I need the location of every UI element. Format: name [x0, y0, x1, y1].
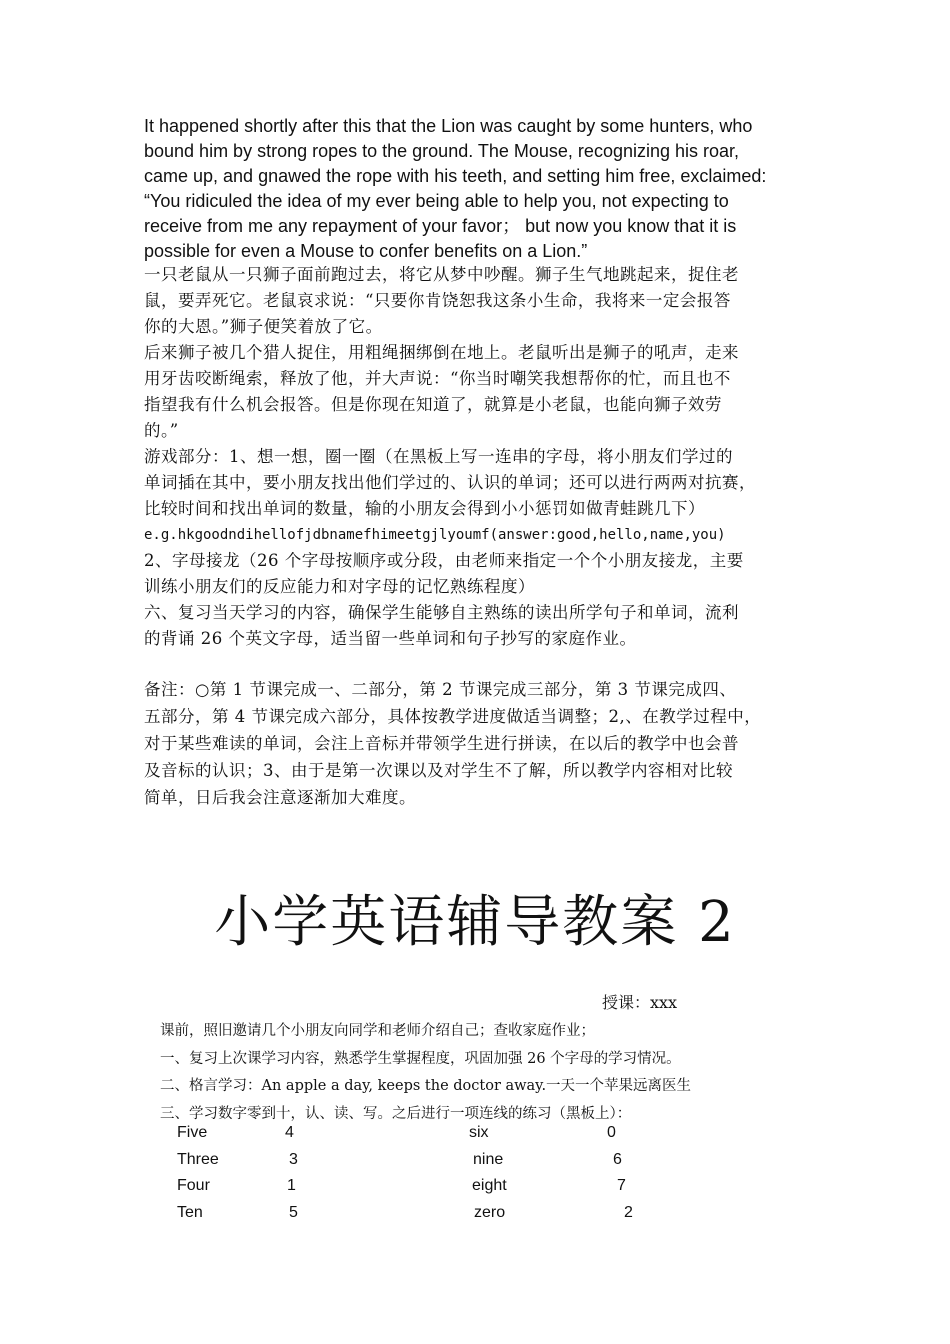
text-line: came up, and gnawed the rope with his teeth, and setting him free, exclaimed:	[144, 166, 767, 186]
table-cell: 2	[624, 1203, 633, 1221]
note-line: 简单，日后我会注意逐渐加大难度。	[144, 788, 416, 807]
notes-block	[144, 676, 824, 811]
table-cell: 4	[285, 1124, 294, 1141]
game-example: e.g.hkgoodndihellofjdbnamefhimeetgjlyoumf(answer:good,hello,name,you)	[144, 527, 726, 543]
chinese-story-block	[144, 262, 834, 652]
text-line: It happened shortly after this that the Lion was caught by some hunters, who	[144, 116, 753, 136]
text-line: bound him by strong ropes to the ground. The Mouse, recognizing his roar,	[144, 141, 740, 161]
teacher-line: 授课：xxx	[602, 993, 678, 1012]
text-line: 的。”	[144, 421, 179, 440]
table-row	[177, 1124, 677, 1151]
note-line: 对于某些难读的单词，会注上音标并带领学生进行拼读，在以后的教学中也会普	[144, 734, 739, 753]
text-line: 指望我有什么机会报答。但是你现在知道了，就算是小老鼠，也能向狮子效劳	[144, 395, 722, 414]
review-section-line: 的背诵 26 个英文字母，适当留一些单词和句子抄写的家庭作业。	[144, 629, 637, 648]
table-cell: Ten	[177, 1203, 203, 1221]
number-matching-table	[177, 1124, 677, 1230]
game-section-line: 游戏部分：1、想一想，圈一圈（在黑板上写一连串的字母，将小朋友们学过的	[144, 447, 733, 466]
lesson-line: 二、格言学习：An apple a day, keeps the doctor away.一天一个苹果远离医生	[160, 1078, 692, 1094]
text-line: “You ridiculed the idea of my ever being able to help you, not expecting to	[144, 191, 729, 211]
text-line: 你的大恩。”狮子便笑着放了它。	[144, 317, 383, 336]
game-section-line: 单词插在其中，要小朋友找出他们学过的、认识的单词；还可以进行两两对抗赛，	[144, 473, 756, 492]
table-cell: 1	[287, 1177, 296, 1194]
text-line: 一只老鼠从一只狮子面前跑过去，将它从梦中吵醒。狮子生气地跳起来，捉住老	[144, 265, 739, 284]
game-section-line: 2、字母接龙（26 个字母按顺序或分段，由老师来指定一个个小朋友接龙，主要	[144, 551, 744, 570]
lesson-line: 三、学习数字零到十，认、读、写。之后进行一项连线的练习（黑板上）：	[160, 1105, 632, 1122]
table-row	[177, 1177, 677, 1204]
table-cell: 3	[289, 1150, 298, 1168]
text-line: possible for even a Mouse to confer benefits on a Lion.”	[144, 241, 588, 261]
table-cell: 7	[617, 1177, 626, 1194]
text-line: 后来狮子被几个猎人捉住，用粗绳捆绑倒在地上。老鼠听出是狮子的吼声，走来	[144, 343, 739, 362]
review-section-line: 六、复习当天学习的内容，确保学生能够自主熟练的读出所学句子和单词，流利	[144, 603, 739, 622]
note-line: 及音标的认识；3、由于是第一次课以及对学生不了解，所以教学内容相对比较	[144, 761, 733, 780]
table-cell: six	[469, 1124, 489, 1141]
lesson-plan	[160, 1018, 820, 1128]
table-cell: Four	[177, 1177, 210, 1194]
table-cell: nine	[473, 1150, 504, 1168]
text-line: receive from me any repayment of your favor； but now you know that it is	[144, 216, 737, 236]
table-cell: zero	[474, 1203, 506, 1221]
document-title: 小学英语辅导教案 2	[214, 890, 736, 955]
english-story-paragraph	[144, 114, 824, 264]
table-cell: Five	[177, 1124, 208, 1141]
table-cell: Three	[177, 1150, 219, 1168]
text-line: 用牙齿咬断绳索，释放了他，并大声说：“你当时嘲笑我想帮你的忙，而且也不	[144, 369, 731, 388]
table-row	[177, 1151, 677, 1178]
table-cell: 6	[613, 1150, 622, 1168]
text-line: 鼠，要弄死它。老鼠哀求说：“只要你肯饶恕我这条小生命，我将来一定会报答	[144, 291, 731, 310]
table-cell: eight	[472, 1177, 507, 1194]
note-line: 备注：○第 1 节课完成一、二部分，第 2 节课完成三部分，第 3 节课完成四、	[144, 680, 737, 699]
game-section-line: 训练小朋友们的反应能力和对字母的记忆熟练程度）	[144, 577, 535, 596]
lesson-line: 一、复习上次课学习内容，熟悉学生掌握程度，巩固加强 26 个字母的学习情况。	[160, 1050, 681, 1067]
lesson-line: 课前，照旧邀请几个小朋友向同学和老师介绍自己；查收家庭作业；	[160, 1023, 595, 1039]
note-line: 五部分，第 4 节课完成六部分，具体按教学进度做适当调整；2,、在教学过程中，	[144, 707, 762, 726]
table-cell: 5	[289, 1203, 298, 1221]
game-section-line: 比较时间和找出单词的数量，输的小朋友会得到小小惩罚如做青蛙跳几下）	[144, 499, 705, 518]
table-row	[177, 1204, 677, 1231]
table-cell: 0	[607, 1124, 616, 1141]
